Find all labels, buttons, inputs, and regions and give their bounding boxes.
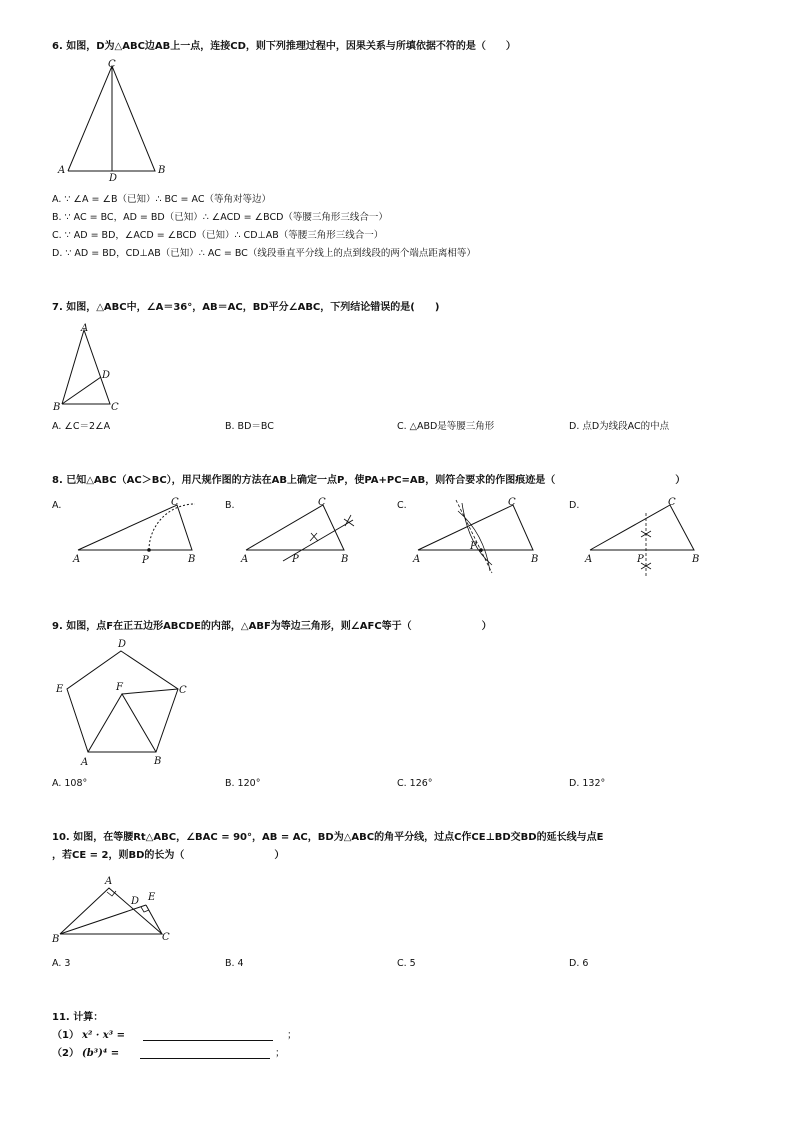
q6-label-c: C xyxy=(108,59,116,70)
q9-option-d: D. 132° xyxy=(569,778,606,789)
q6-option-c: C. ∵ AD = BD，∠ACD = ∠BCD（已知）∴ CD⊥AB（等腰三角形三线合一） xyxy=(52,230,384,241)
q10-stem-line1: 10. 如图，在等腰Rt△ABC，∠BAC = 90°，AB = AC，BD为△ABC的角平分线，过点C作CE⊥BD交BD的延长线与点E xyxy=(52,832,604,843)
q8-option-a-letter: A. xyxy=(52,500,62,511)
q7-stem: 7. 如图，△ABC中，∠A＝36°，AB＝AC，BD平分∠ABC，下列结论错误的是( ) xyxy=(52,302,440,313)
q9-stem: 9. 如图，点F在正五边形ABCDE的内部，△ABF为等边三角形，则∠AFC等于（ ） xyxy=(52,621,492,632)
q11-item1-blank[interactable] xyxy=(143,1030,273,1041)
q9-figure xyxy=(50,637,200,772)
svg-text:P: P xyxy=(637,554,644,565)
svg-text:A: A xyxy=(241,554,249,565)
q8-figure-d xyxy=(582,493,717,583)
q10-stem-line2: ，若CE = 2，则BD的长为（ ） xyxy=(52,850,285,861)
q6-option-a: A. ∵ ∠A = ∠B（已知）∴ BC = AC（等角对等边） xyxy=(52,194,271,205)
q7-option-c: C. △ABD是等腰三角形 xyxy=(397,421,495,432)
q10-option-c: C. 5 xyxy=(397,958,416,969)
q7-label-a: A xyxy=(81,323,89,334)
q11-item1-num: （1） xyxy=(52,1030,79,1041)
svg-text:B: B xyxy=(531,554,539,565)
q8-option-b-letter: B. xyxy=(225,500,235,511)
q8-figure-a xyxy=(70,493,205,568)
q10-option-a: A. 3 xyxy=(52,958,71,969)
svg-text:C: C xyxy=(179,685,187,696)
q8-figure-b xyxy=(238,493,373,568)
svg-text:C: C xyxy=(668,497,676,508)
svg-text:C: C xyxy=(171,497,179,508)
q7-option-b: B. BD＝BC xyxy=(225,421,274,432)
svg-text:E: E xyxy=(56,684,64,695)
svg-text:B: B xyxy=(154,756,162,767)
q11-item2-blank[interactable] xyxy=(140,1048,270,1059)
svg-text:P: P xyxy=(292,554,299,565)
q7-label-d: D xyxy=(102,370,111,381)
q11-item2-expr: (b³)⁴ = xyxy=(82,1048,120,1059)
svg-text:D: D xyxy=(118,639,127,650)
q11-item1-expr: x² · x³ = xyxy=(82,1030,125,1041)
q8-stem: 8. 已知△ABC（AC＞BC），用尺规作图的方法在AB上确定一点P，使PA+PC=AB，则符合要求的作图痕迹是（ ） xyxy=(52,475,686,486)
q10-figure xyxy=(50,868,180,948)
svg-text:A: A xyxy=(81,757,89,768)
q11-item2-end: ； xyxy=(275,1048,285,1059)
svg-text:A: A xyxy=(585,554,593,565)
svg-text:A: A xyxy=(413,554,421,565)
svg-text:B: B xyxy=(692,554,700,565)
svg-text:B: B xyxy=(341,554,349,565)
q7-label-b: B xyxy=(53,402,61,413)
q7-option-d: D. 点D为线段AC的中点 xyxy=(569,421,670,432)
q6-label-d: D xyxy=(109,173,118,183)
q7-option-a: A. ∠C＝2∠A xyxy=(52,421,111,432)
q7-label-c: C xyxy=(111,402,119,413)
q9-option-a: A. 108° xyxy=(52,778,88,789)
q9-option-c: C. 126° xyxy=(397,778,433,789)
q7-figure xyxy=(50,320,130,415)
q11-item1-end: ； xyxy=(287,1030,297,1041)
q8-figure-c xyxy=(410,493,545,578)
svg-text:C: C xyxy=(162,932,170,943)
svg-text:C: C xyxy=(508,497,516,508)
q11-item2-num: （2） xyxy=(52,1048,79,1059)
svg-text:B: B xyxy=(52,934,60,945)
svg-text:D: D xyxy=(131,896,140,907)
q6-label-a: A xyxy=(58,165,66,176)
svg-text:F: F xyxy=(116,682,123,693)
q9-option-b: B. 120° xyxy=(225,778,261,789)
svg-text:P: P xyxy=(470,541,477,552)
q8-option-d-letter: D. xyxy=(569,500,580,511)
q8-option-c-letter: C. xyxy=(397,500,407,511)
svg-text:P: P xyxy=(142,555,149,566)
q6-stem: 6. 如图，D为△ABC边AB上一点，连接CD，则下列推理过程中，因果关系与所填依据不符的是（ ） xyxy=(52,41,516,52)
q6-figure xyxy=(55,58,180,183)
q6-option-d: D. ∵ AD = BD，CD⊥AB（已知）∴ AC = BC（线段垂直平分线上的点到线段的两个端点距离相等） xyxy=(52,248,476,259)
svg-text:A: A xyxy=(73,554,81,565)
svg-text:C: C xyxy=(318,497,326,508)
q6-option-b: B. ∵ AC = BC，AD = BD（已知）∴ ∠ACD = ∠BCD（等腰三角形三线合一） xyxy=(52,212,388,223)
svg-text:A: A xyxy=(105,876,113,887)
q11-stem: 11. 计算： xyxy=(52,1012,104,1023)
svg-text:E: E xyxy=(148,892,156,903)
q10-option-b: B. 4 xyxy=(225,958,244,969)
q10-option-d: D. 6 xyxy=(569,958,589,969)
q6-label-b: B xyxy=(158,165,166,176)
svg-text:B: B xyxy=(188,554,196,565)
